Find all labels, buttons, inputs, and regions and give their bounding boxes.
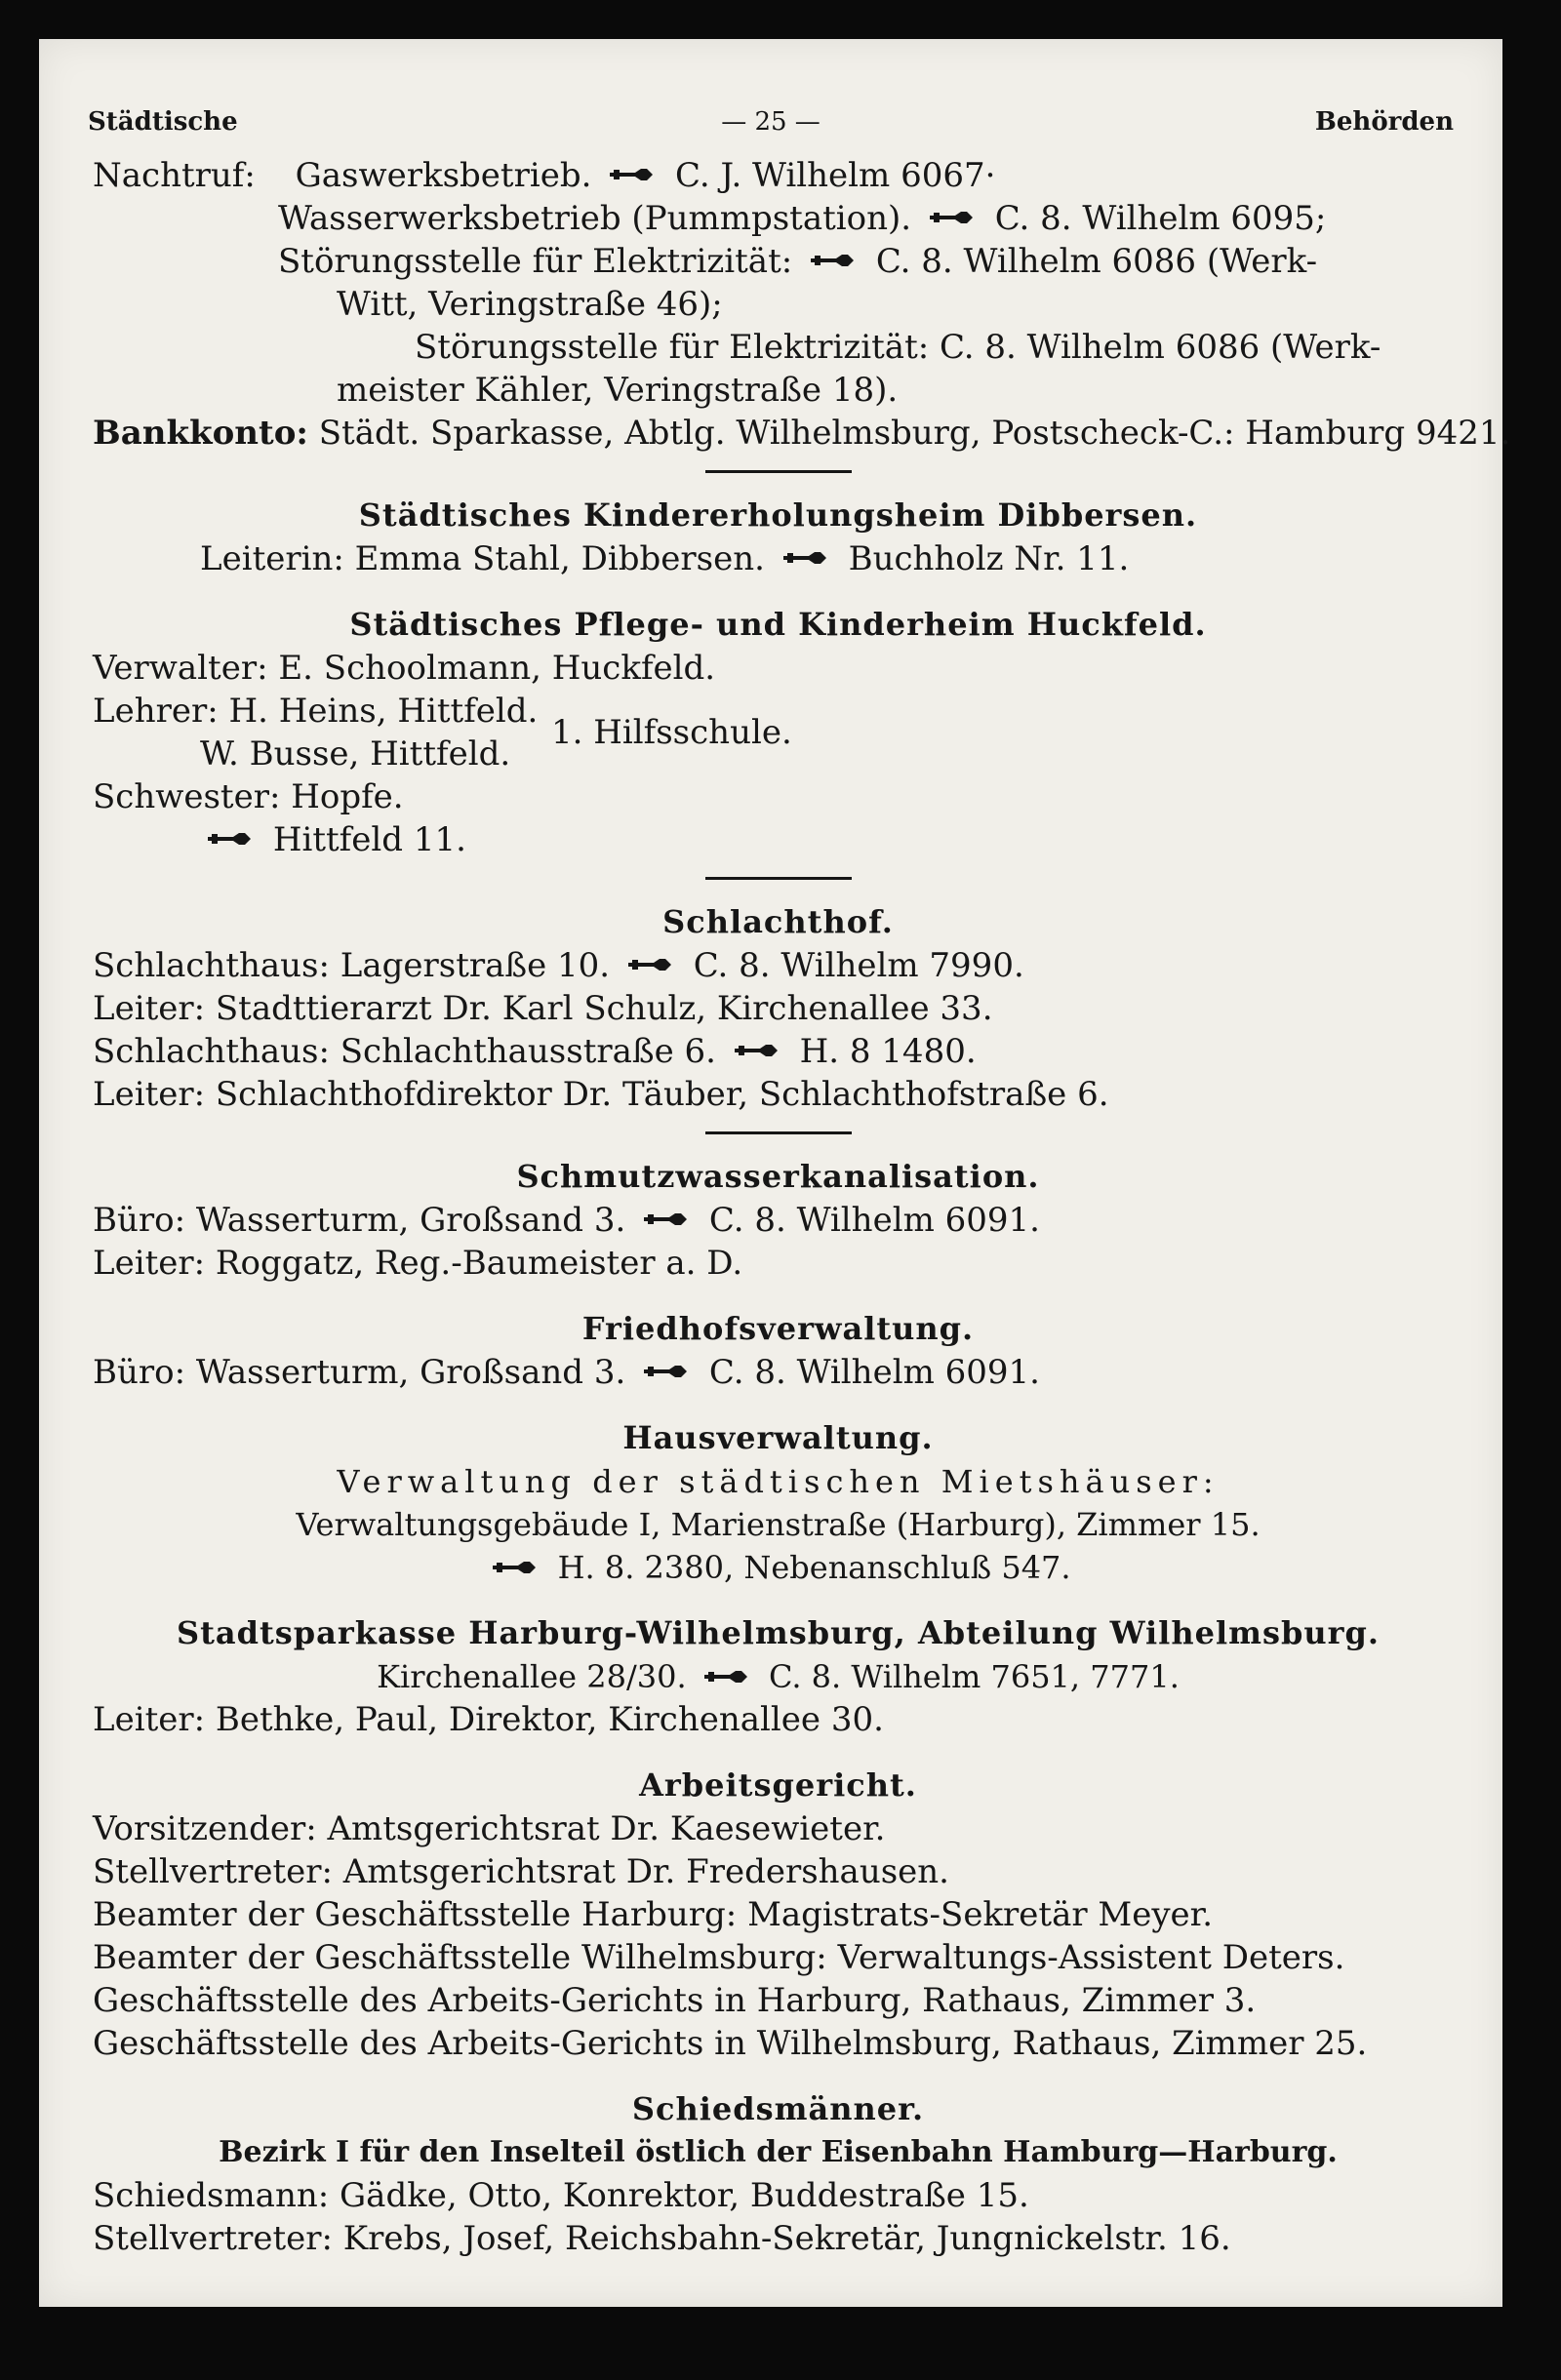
kinder-line: [93, 537, 1463, 580]
divider: [705, 1131, 852, 1134]
phone-number: H. 8 1480.: [799, 1032, 977, 1071]
telephone-icon: [733, 1043, 780, 1058]
haus-line-1: Verwaltung der städtischen Mietshäuser:: [337, 1463, 1220, 1500]
sparkasse-line-1: [93, 1655, 1463, 1698]
page-number: — 25 —: [721, 107, 821, 137]
phone-number: Buchholz Nr. 11.: [848, 539, 1130, 578]
arbeit-line-4: Beamter der Geschäftsstelle Wilhelmsburg: Verwaltungs-Assistent Deters.: [93, 1938, 1345, 1977]
text: Leiterin: Emma Stahl, Dibbersen.: [200, 539, 765, 578]
phone-number: Hittfeld 11.: [272, 820, 466, 859]
pflege-verwalter: Verwalter: E. Schoolmann, Huckfeld.: [93, 649, 716, 688]
haus-line-2: Verwaltungsgebäude I, Marienstraße (Harburg), Zimmer 15.: [296, 1506, 1261, 1543]
pflege-lehrer-block: [93, 690, 1463, 775]
nachtruf-line-6: meister Kähler, Veringstraße 18).: [337, 371, 899, 410]
arbeit-line-5: Geschäftsstelle des Arbeits-Gerichts in Harburg, Rathaus, Zimmer 3.: [93, 1981, 1257, 2020]
schieds-subheading: Bezirk I für den Inselteil östlich der Eisenbahn Hamburg—Harburg.: [219, 2135, 1338, 2169]
schlachthof-line-4: Leiter: Schlachthofdirektor Dr. Täuber, Schlachthofstraße 6.: [93, 1075, 1109, 1114]
sparkasse-heading: Stadtsparkasse Harburg-Wilhelmsburg, Abteilung Wilhelmsburg.: [177, 1614, 1380, 1651]
schlachthof-line-3: [93, 1030, 1463, 1073]
text: Störungsstelle für Elektrizität:: [278, 242, 793, 281]
telephone-icon: [642, 1364, 689, 1379]
friedhof-line-1: [93, 1351, 1463, 1394]
kinder-heading: Städtisches Kindererholungsheim Dibbersen.: [358, 496, 1198, 534]
bankkonto-text: Städt. Sparkasse, Abtlg. Wilhelmsburg, Postscheck-C.: Hamburg 9421.: [318, 414, 1511, 453]
phone-number: C. 8. Wilhelm 6095;: [994, 199, 1327, 238]
telephone-icon: [206, 831, 253, 847]
telephone-icon: [608, 167, 655, 182]
pflege-telefon: [93, 818, 1463, 861]
telephone-icon: [626, 957, 673, 972]
text: Büro: Wasserturm, Großsand 3.: [93, 1201, 626, 1240]
nachtruf-line-4: Witt, Veringstraße 46);: [337, 285, 723, 324]
telephone-icon: [809, 253, 856, 268]
arbeit-heading: Arbeitsgericht.: [639, 1766, 917, 1804]
nachtruf-line-3: [93, 240, 1463, 283]
arbeit-line-2: Stellvertreter: Amtsgerichtsrat Dr. Fredershausen.: [93, 1852, 949, 1891]
nachtruf-line-1: [93, 154, 1463, 197]
text: Wasserwerksbetrieb (Pummpstation).: [278, 199, 912, 238]
pflege-heading: Städtisches Pflege- und Kinderheim Huckfeld.: [349, 606, 1207, 643]
phone-number: C. 8. Wilhelm 7651, 7771.: [768, 1658, 1180, 1695]
schieds-heading: Schiedsmänner.: [631, 2090, 925, 2127]
header-right: Behörden: [1314, 107, 1454, 137]
document-page: [39, 39, 1511, 2307]
schlachthof-line-2: Leiter: Stadttierarzt Dr. Karl Schulz, Kirchenallee 33.: [93, 989, 993, 1028]
pflege-lehrer-1: Lehrer: H. Heins, Hittfeld.: [93, 692, 539, 731]
telephone-icon: [491, 1560, 538, 1575]
content: [93, 154, 1511, 2260]
phone-number: C. J. Wilhelm 6067·: [675, 156, 996, 195]
schlachthof-heading: Schlachthof.: [662, 903, 894, 940]
telephone-icon: [702, 1669, 749, 1685]
bankkonto-line: [93, 412, 1511, 455]
phone-number: C. 8. Wilhelm 6086 (Werk-: [875, 242, 1318, 281]
phone-number: C. 8. Wilhelm 7990.: [693, 946, 1024, 985]
schieds-line-2: Stellvertreter: Krebs, Josef, Reichsbahn-Sekretär, Jungnickelstr. 16.: [93, 2219, 1231, 2258]
phone-number: C. 8. Wilhelm 6091.: [708, 1353, 1040, 1392]
telephone-icon: [781, 550, 828, 566]
text: Schlachthaus: Lagerstraße 10.: [93, 946, 611, 985]
schlachthof-line-1: [93, 944, 1463, 987]
schmutz-line-1: [93, 1199, 1463, 1242]
text: Gaswerksbetrieb.: [295, 156, 592, 195]
schieds-line-1: Schiedsmann: Gädke, Otto, Konrektor, Buddestraße 15.: [93, 2176, 1029, 2215]
nachtruf-label: Nachtruf:: [93, 156, 256, 195]
schmutz-heading: Schmutzwasserkanalisation.: [516, 1158, 1040, 1195]
text: Büro: Wasserturm, Großsand 3.: [93, 1353, 626, 1392]
nachtruf-line-5: Störungsstelle für Elektrizität: C. 8. Wilhelm 6086 (Werk-: [415, 328, 1381, 367]
sparkasse-line-2: Leiter: Bethke, Paul, Direktor, Kirchenallee 30.: [93, 1700, 884, 1739]
phone-number: H. 8. 2380, Nebenanschluß 547.: [557, 1549, 1071, 1586]
divider: [705, 470, 852, 473]
pflege-lehrer-2: W. Busse, Hittfeld.: [200, 734, 511, 774]
arbeit-line-1: Vorsitzender: Amtsgerichtsrat Dr. Kaesewieter.: [93, 1809, 886, 1848]
text: Schlachthaus: Schlachthausstraße 6.: [93, 1032, 716, 1071]
divider: [705, 877, 852, 880]
nachtruf-line-2: [93, 197, 1463, 240]
phone-number: C. 8. Wilhelm 6091.: [708, 1201, 1040, 1240]
page-header: [88, 107, 1454, 146]
header-left: Städtische: [88, 107, 238, 137]
pflege-schule: 1. Hilfsschule.: [551, 713, 792, 752]
haus-heading: Hausverwaltung.: [622, 1419, 934, 1456]
bankkonto-label: Bankkonto:: [93, 414, 308, 453]
telephone-icon: [928, 210, 975, 225]
arbeit-line-3: Beamter der Geschäftsstelle Harburg: Magistrats-Sekretär Meyer.: [93, 1895, 1213, 1934]
schmutz-line-2: Leiter: Roggatz, Reg.-Baumeister a. D.: [93, 1244, 743, 1283]
friedhof-heading: Friedhofsverwaltung.: [581, 1310, 975, 1347]
arbeit-line-6: Geschäftsstelle des Arbeits-Gerichts in Wilhelmsburg, Rathaus, Zimmer 25.: [93, 2024, 1368, 2063]
telephone-icon: [642, 1211, 689, 1227]
haus-line-3: [93, 1546, 1463, 1589]
pflege-schwester: Schwester: Hopfe.: [93, 777, 404, 816]
text: Kirchenallee 28/30.: [377, 1658, 687, 1695]
